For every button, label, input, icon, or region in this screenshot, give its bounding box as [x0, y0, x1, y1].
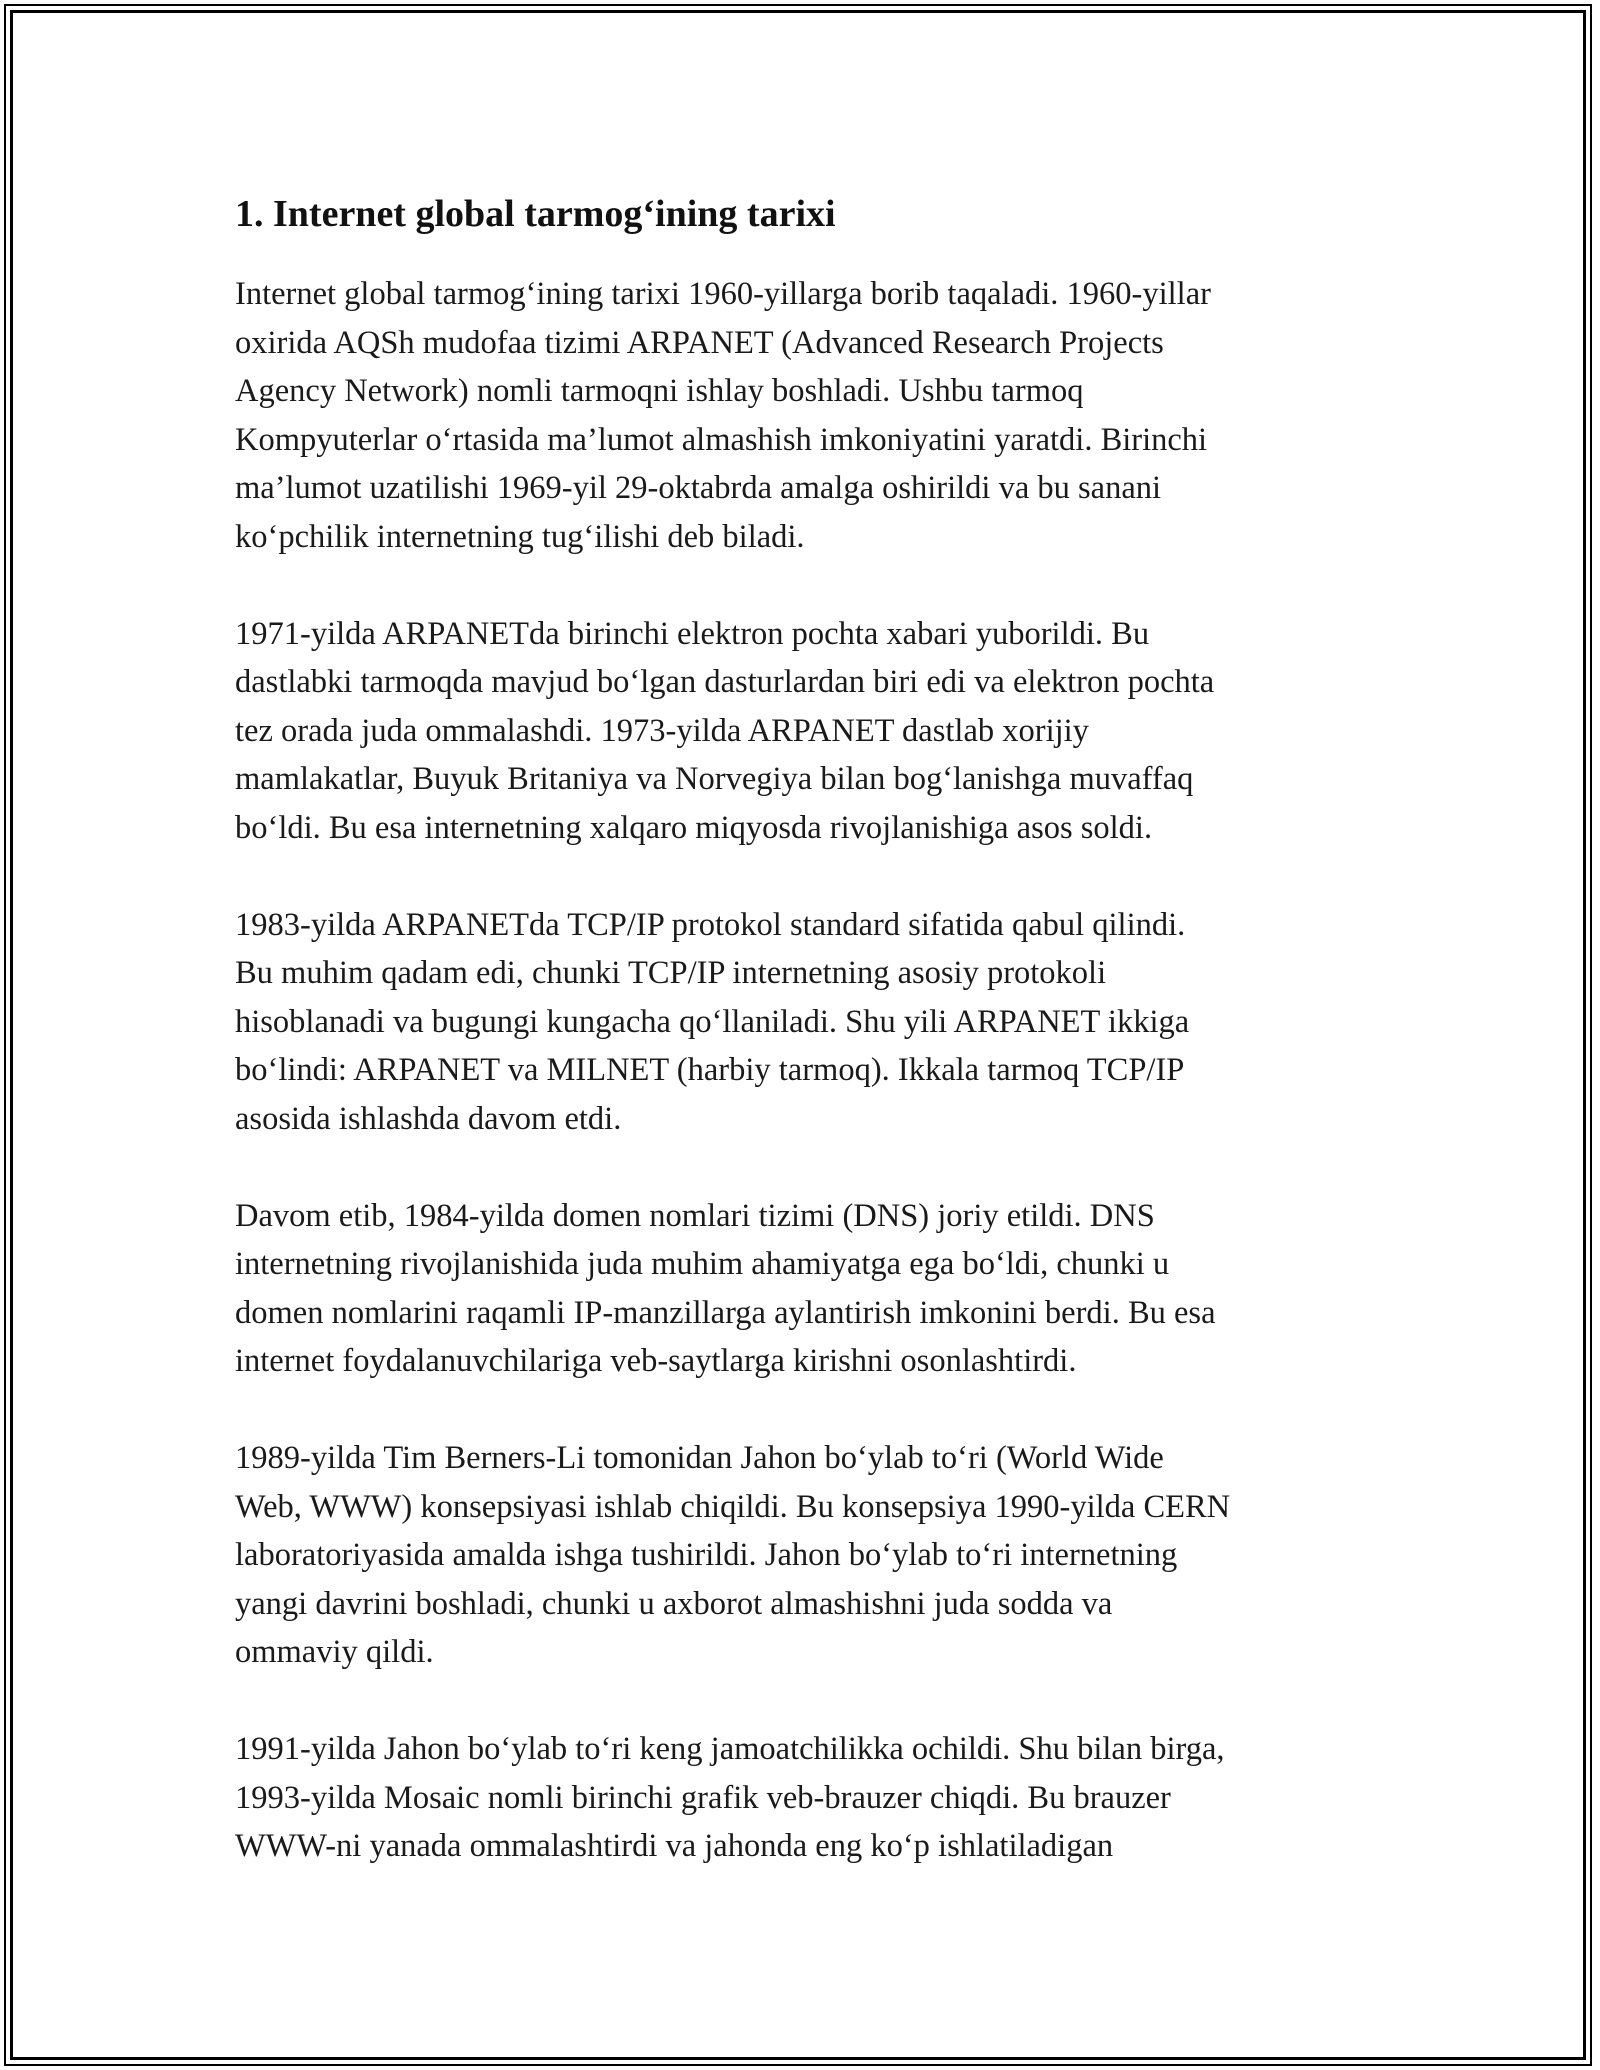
text-line: laboratoriyasida amalda ishga tushirildi. Jahon bo‘ylab to‘ri internetning — [235, 1537, 1178, 1573]
text-line: internetning rivojlanishida juda muhim ahamiyatga ega bo‘ldi, chunki u — [235, 1246, 1170, 1282]
text-line: tez orada juda ommalashdi. 1973-yilda ARPANET dastlab xorijiy — [235, 712, 1089, 749]
text-line: hisoblanadi va bugungi kungacha qo‘llaniladi. Shu yili ARPANET ikkiga — [235, 1003, 1190, 1040]
text-line: dastlabki tarmoqda mavjud bo‘lgan dasturlardan biri edi va elektron pochta — [235, 664, 1215, 700]
text-line: ko‘pchilik internetning tug‘ilishi deb biladi. — [235, 518, 805, 555]
text-line: oxirida AQSh mudofaa tizimi ARPANET (Advanced Research Projects — [235, 324, 1164, 361]
text-line: yangi davrini boshladi, chunki u axborot almashishni juda sodda va — [235, 1585, 1113, 1622]
text-line: Bu muhim qadam edi, chunki TCP/IP internetning asosiy protokoli — [235, 955, 1107, 991]
text-line: Internet global tarmog‘ining tarixi 1960-yillarga borib taqaladi. 1960-yillar — [235, 276, 1211, 312]
text-line: Kompyuterlar o‘rtasida ma’lumot almashish imkoniyatini yaratdi. Birinchi — [235, 421, 1208, 458]
text-line: 1989-yilda Tim Berners-Li tomonidan Jahon bo‘ylab to‘ri (World Wide — [235, 1440, 1164, 1476]
text-line: ma’lumot uzatilishi 1969-yil 29-oktabrda amalga oshirildi va bu sanani — [235, 470, 1162, 506]
paragraph-5 — [235, 1434, 1380, 1677]
text-line: Agency Network) nomli tarmoqni ishlay boshladi. Ushbu tarmoq — [235, 373, 1084, 409]
paragraph-1 — [235, 270, 1380, 561]
document-title: 1. Internet global tarmog‘ining tarixi — [235, 193, 836, 235]
text-line: domen nomlarini raqamli IP-manzillarga aylantirish imkonini berdi. Bu esa — [235, 1294, 1216, 1331]
text-line: 1993-yilda Mosaic nomli birinchi grafik veb-brauzer chiqdi. Bu brauzer — [235, 1779, 1171, 1816]
paragraph-2 — [235, 610, 1380, 853]
document-body — [235, 188, 1380, 1919]
text-line: ommaviy qildi. — [235, 1634, 434, 1670]
text-line: 1991-yilda Jahon bo‘ylab to‘ri keng jamoatchilikka ochildi. Shu bilan birga, — [235, 1731, 1225, 1767]
text-line: mamlakatlar, Buyuk Britaniya va Norvegiya bilan bog‘lanishga muvaffaq — [235, 761, 1194, 797]
text-line: 1971-yilda ARPANETda birinchi elektron pochta xabari yuborildi. Bu — [235, 615, 1150, 652]
text-line: Davom etib, 1984-yilda domen nomlari tizimi (DNS) joriy etildi. DNS — [235, 1197, 1155, 1234]
text-line: bo‘lindi: ARPANET va MILNET (harbiy tarmoq). Ikkala tarmoq TCP/IP — [235, 1052, 1185, 1088]
text-line: 1983-yilda ARPANETda TCP/IP protokol standard sifatida qabul qilindi. — [235, 906, 1186, 943]
text-line: WWW-ni yanada ommalashtirdi va jahonda eng ko‘p ishlatiladigan — [235, 1828, 1114, 1864]
paragraph-4 — [235, 1192, 1380, 1386]
text-line: Web, WWW) konsepsiyasi ishlab chiqildi. Bu konsepsiya 1990-yilda CERN — [235, 1488, 1231, 1525]
text-line: internet foydalanuvchilariga veb-saytlarga kirishni osonlashtirdi. — [235, 1343, 1077, 1379]
text-line: asosida ishlashda davom etdi. — [235, 1100, 622, 1137]
paragraph-3 — [235, 901, 1380, 1144]
paragraph-6 — [235, 1725, 1380, 1871]
text-line: bo‘ldi. Bu esa internetning xalqaro miqyosda rivojlanishiga asos soldi. — [235, 809, 1153, 846]
